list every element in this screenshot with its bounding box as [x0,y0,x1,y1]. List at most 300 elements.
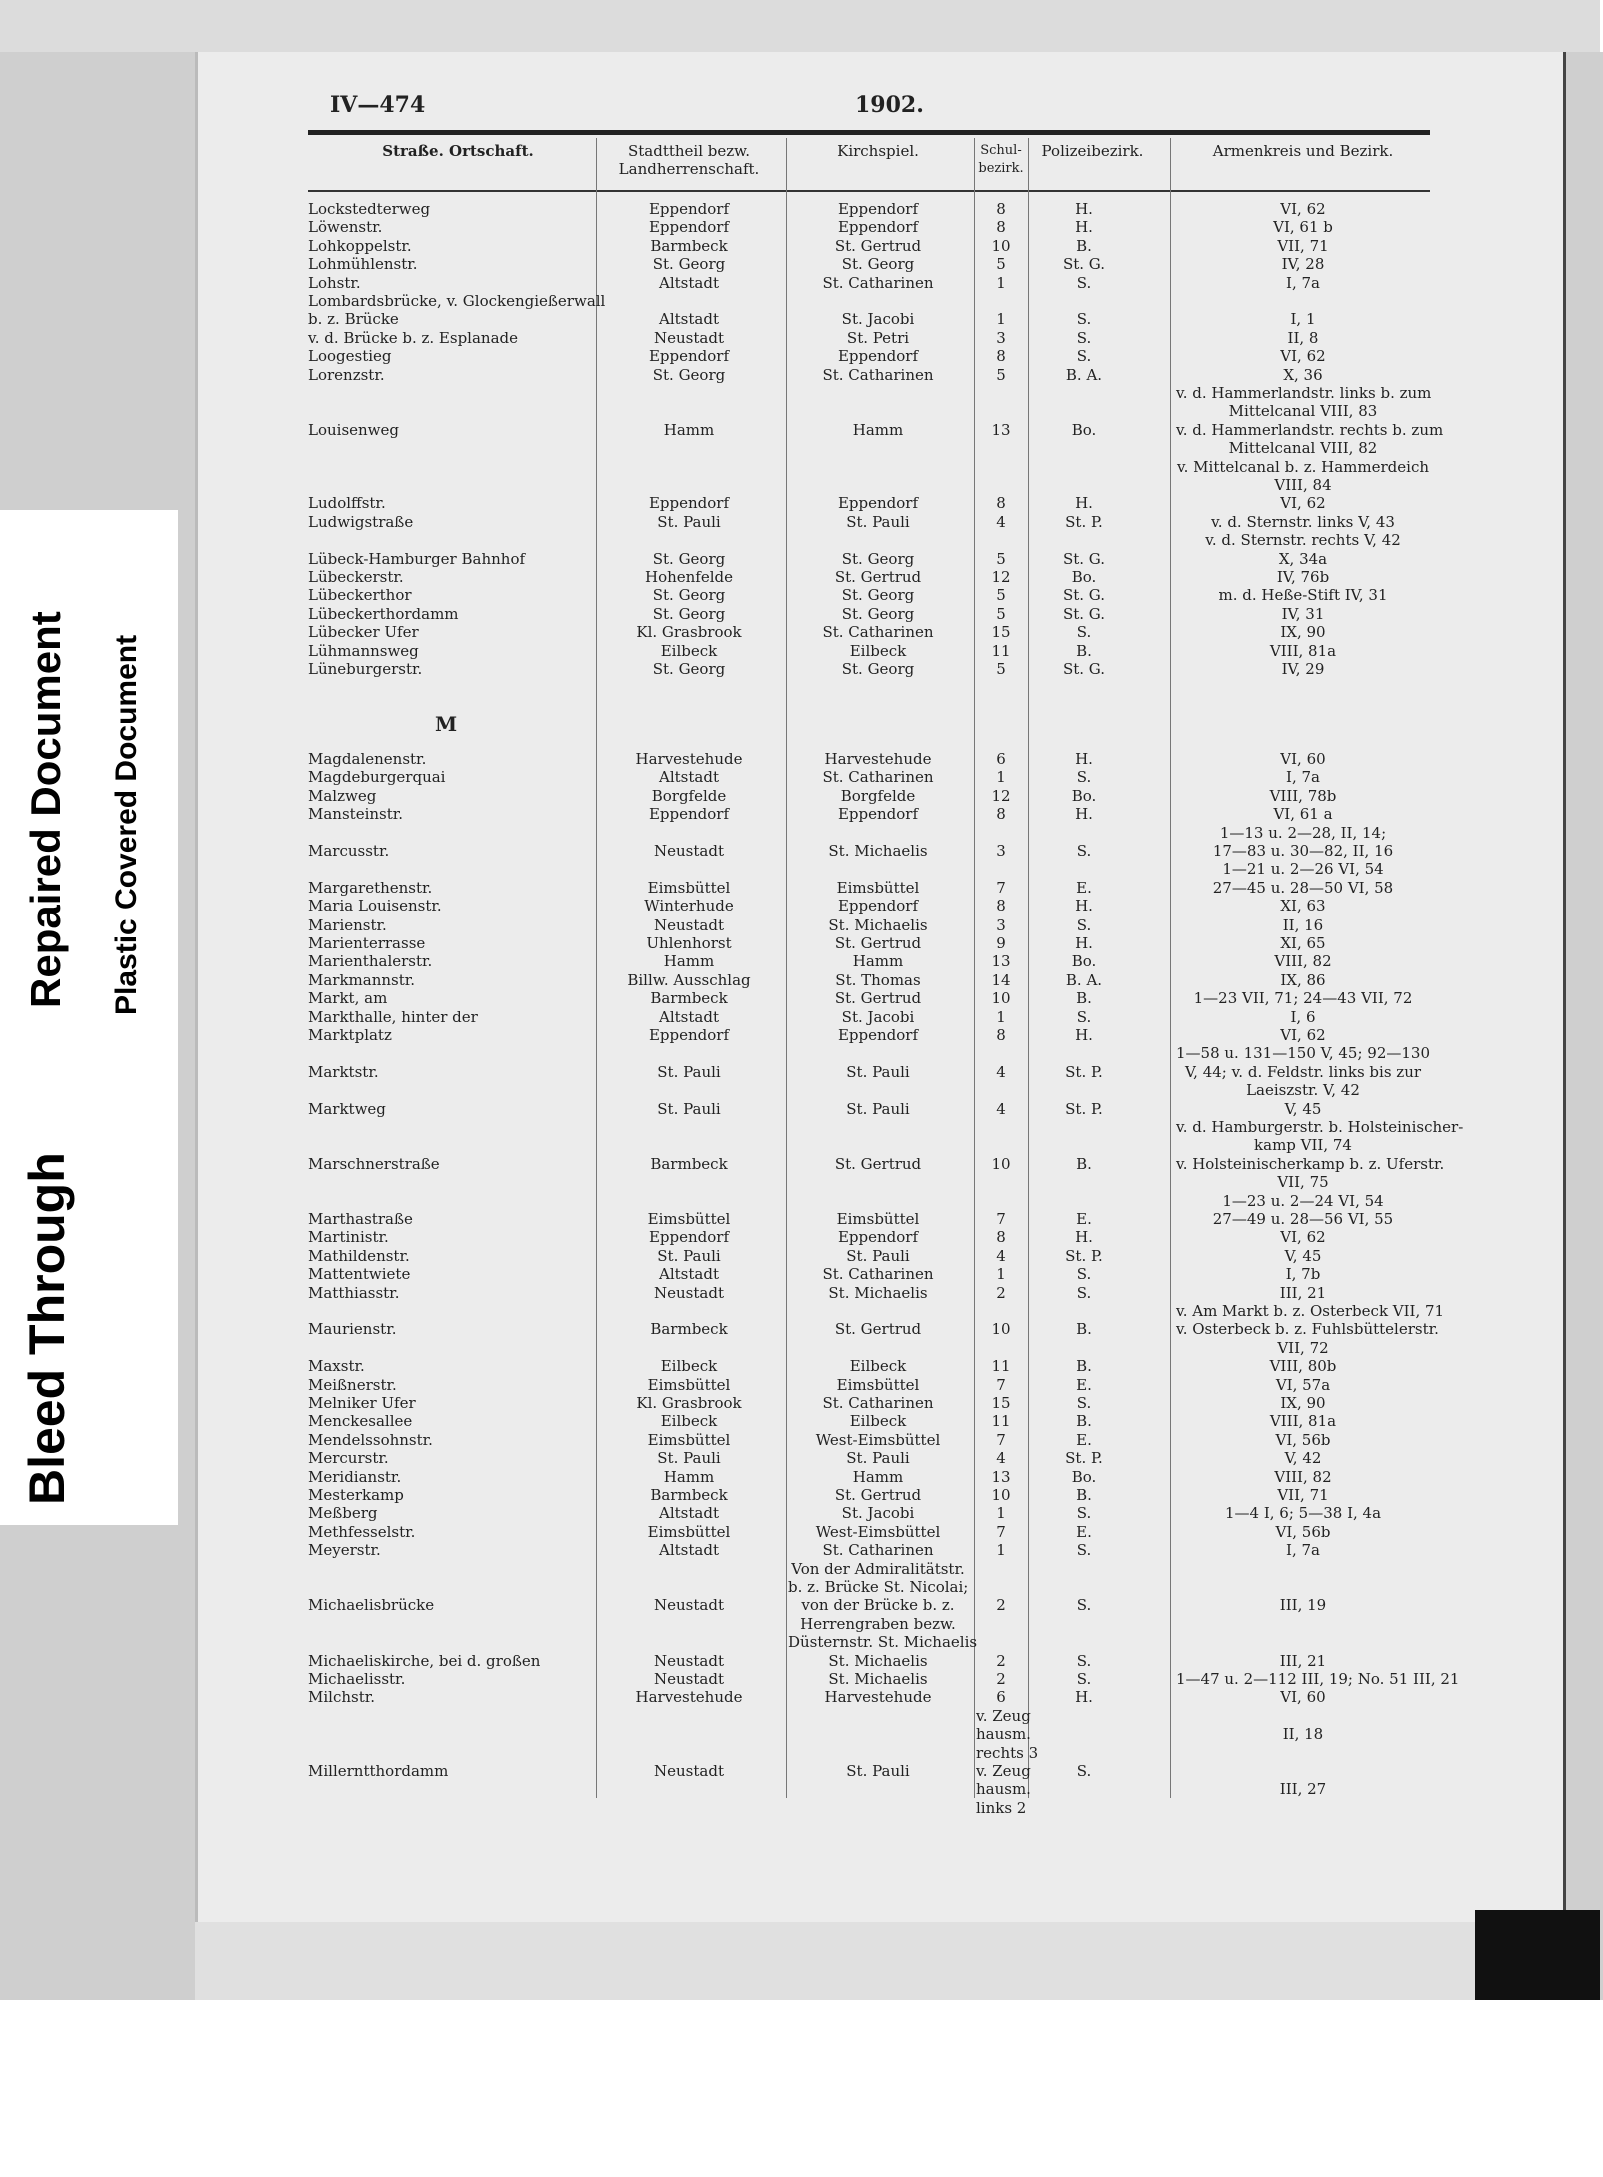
district-cell: Billw. Ausschlag [627,970,751,989]
police-cell: H. [1075,1688,1093,1707]
table-row [308,550,1430,568]
school-cell: hausm. [976,1725,1031,1744]
armen-cell: I, 7a [1286,1541,1320,1560]
district-cell: Barmbeck [650,1154,728,1173]
police-cell: E. [1076,1522,1092,1541]
table-row [308,897,1430,915]
table-row [308,494,1430,512]
school-cell: 15 [991,623,1011,642]
street-cell: Margarethenstr. [308,878,433,897]
school-cell: 8 [996,897,1006,916]
school-cell: 8 [996,1026,1006,1044]
table-row [308,1652,1430,1670]
police-cell: B. [1076,1412,1092,1431]
police-cell: St. G. [1062,255,1106,274]
page-number: IV—474 [330,92,426,118]
col-police: Polizeibezirk. [1041,142,1144,160]
street-cell: Lombardsbrücke, v. Glockengießerwall [308,292,606,310]
section-letter: M [435,712,458,736]
armen-cell: III, 19 [1279,1596,1327,1615]
armen-cell: VIII, 81a [1269,641,1337,660]
table-row [308,366,1430,384]
table-row [308,824,1430,842]
col-armen: Armenkreis und Bezirk. [1212,142,1394,160]
school-cell: v. Zeug [976,1706,1031,1725]
street-cell: Melniker Ufer [308,1394,416,1412]
school-cell: 5 [996,549,1006,568]
table-row [308,1284,1430,1302]
district-cell: St. Georg [652,604,726,623]
school-cell: hausm. [976,1780,1031,1799]
district-cell: Barmbeck [650,989,728,1008]
street-cell: b. z. Brücke [308,310,399,329]
district-cell: St. Pauli [657,1246,721,1265]
table-row [308,1412,1430,1430]
school-cell: links 2 [976,1798,1027,1817]
table-row [308,1100,1430,1118]
police-cell: St. P. [1065,1099,1103,1118]
district-cell: Neustadt [654,1596,724,1615]
armen-cell: I, 1 [1290,310,1316,329]
street-cell: Mattentwiete [308,1265,411,1284]
street-cell: Lübecker Ufer [308,623,419,642]
district-cell: Altstadt [659,1265,719,1284]
parish-cell: St. Thomas [835,970,921,989]
armen-cell: v. d. Hammerlandstr. links b. zum [1176,384,1432,402]
police-cell: H. [1075,897,1093,916]
parish-cell: Eppendorf [837,218,919,237]
table-row [308,750,1430,768]
police-cell: S. [1076,1007,1092,1026]
district-cell: Borgfelde [651,786,727,805]
parish-cell: St. Gertrud [834,1320,922,1339]
armen-cell: IX, 90 [1280,1394,1326,1412]
table-row [308,1486,1430,1504]
armen-cell: I, 6 [1290,1007,1316,1026]
street-cell: Mathildenstr. [308,1246,410,1265]
table-row [308,1688,1430,1706]
table-row [308,1560,1430,1578]
street-cell: Marktstr. [308,1062,379,1081]
street-cell: Meißnerstr. [308,1375,397,1394]
district-cell: Altstadt [659,1007,719,1026]
armen-cell: 17—83 u. 30—82, II, 16 [1212,842,1394,860]
table-row [308,1780,1430,1798]
table-row [308,1044,1430,1062]
street-cell: Lockstedterweg [308,200,431,218]
street-cell: Menckesallee [308,1412,413,1431]
police-cell: S. [1076,915,1092,934]
street-cell: Malzweg [308,786,377,805]
parish-cell: Eppendorf [837,347,919,366]
street-cell: Lüneburgerstr. [308,660,423,678]
table-row [308,1154,1445,1173]
school-cell: 7 [996,1375,1006,1394]
parish-cell: Von der Admiralitätstr. [791,1559,965,1578]
table-row [308,842,1430,860]
school-cell: 1 [996,1265,1006,1284]
police-cell: Bo. [1071,420,1097,439]
table-row [308,1431,1430,1449]
police-cell: B. [1076,641,1092,660]
police-cell: B. A. [1065,365,1103,384]
school-cell: 5 [996,586,1006,605]
street-cell: Michaelisstr. [308,1670,406,1688]
parish-cell: St. Catharinen [822,365,934,384]
dark-corner [1475,1910,1600,2000]
police-cell: B. A. [1065,970,1103,989]
table-row [308,420,1444,439]
school-cell: 10 [991,989,1011,1008]
parish-cell: von der Brücke b. z. [801,1596,955,1615]
armen-cell: 1—23 u. 2—24 VI, 54 [1222,1191,1384,1210]
school-cell: 2 [996,1283,1006,1302]
table-row [308,1596,1430,1614]
school-cell: v. Zeug [976,1762,1031,1780]
police-cell: B. [1076,1320,1092,1339]
police-cell: E. [1076,1430,1092,1449]
parish-cell: St. Michaelis [828,842,928,860]
school-cell: 11 [991,641,1011,660]
parish-cell: St. Michaelis [828,1283,928,1302]
school-cell: 5 [996,604,1006,623]
table-row [308,605,1430,623]
district-cell: Altstadt [659,768,719,787]
district-cell: Kl. Grasbrook [636,1394,742,1412]
armen-cell: III, 21 [1279,1651,1327,1670]
table-row [308,1118,1464,1136]
armen-cell: v. d. Sternstr. links V, 43 [1211,512,1395,531]
table-row [308,1228,1430,1246]
street-cell: Mendelssohnstr. [308,1430,433,1449]
school-cell: 6 [996,1688,1006,1707]
street-cell: Methfesselstr. [308,1522,416,1541]
school-cell: 2 [996,1596,1006,1615]
parish-cell: St. Georg [841,586,915,605]
police-cell: St. P. [1065,1246,1103,1265]
school-cell: 3 [996,328,1006,347]
police-cell: H. [1075,1026,1093,1044]
parish-cell: b. z. Brücke St. Nicolai; [788,1578,969,1596]
school-cell: rechts 3 [976,1743,1039,1762]
parish-cell: Hamm [852,952,904,971]
police-cell: S. [1076,1670,1092,1688]
armen-cell: VIII, 82 [1274,1467,1332,1486]
police-cell: Bo. [1071,952,1097,971]
table-row [308,1210,1430,1228]
table-row [308,1744,1430,1762]
street-cell: Marschnerstraße [308,1154,440,1173]
right-page-edge [1563,52,1603,2000]
parish-cell: Herrengraben bezw. [800,1614,956,1633]
street-cell: Löwenstr. [308,218,383,237]
district-cell: St. Pauli [657,512,721,531]
armen-cell: XI, 63 [1280,897,1326,916]
armen-cell: kamp VII, 74 [1254,1136,1352,1155]
street-cell: Magdeburgerquai [308,768,446,787]
street-cell: Lohstr. [308,273,361,292]
parish-cell: St. Pauli [846,1099,910,1118]
district-cell: Neustadt [654,842,724,860]
school-cell: 6 [996,750,1006,768]
table-row [308,310,1430,328]
table-row [308,1265,1430,1283]
police-cell: St. P. [1065,1062,1103,1081]
parish-cell: Eppendorf [837,1026,919,1044]
district-cell: Eppendorf [648,1228,730,1247]
street-cell: Marktweg [308,1099,386,1118]
table-row [308,1247,1430,1265]
street-cell: Lohmühlenstr. [308,255,418,274]
armen-cell: VI, 62 [1280,1228,1326,1247]
school-cell: 8 [996,1228,1006,1247]
parish-cell: St. Catharinen [822,768,934,787]
plastic-covered-label: Plastic Covered Document [110,634,143,1015]
district-cell: Eppendorf [648,347,730,366]
police-cell: St. G. [1062,549,1106,568]
police-cell: H. [1075,750,1093,768]
armen-cell: VI, 62 [1280,347,1326,366]
school-cell: 9 [996,934,1006,952]
parish-cell: Eilbeck [849,1412,907,1431]
district-cell: Hamm [663,1467,715,1486]
armen-cell: V, 44; v. d. Feldstr. links bis zur [1184,1062,1422,1081]
table-row [308,402,1430,420]
column-headers [308,138,1430,192]
street-cell: Marienstr. [308,915,387,934]
police-cell: S. [1076,1504,1092,1523]
district-cell: Hohenfelde [644,568,733,586]
parish-cell: St. Jacobi [841,1504,915,1523]
table-row [308,1762,1430,1780]
district-cell: Eimsbüttel [647,1210,731,1228]
table-row [308,1136,1430,1154]
school-cell: 8 [996,200,1006,218]
table-row [308,1670,1460,1688]
repaired-document-label: Repaired Document [22,611,69,1008]
district-cell: Neustadt [654,1670,724,1688]
street-cell: Mesterkamp [308,1486,404,1504]
police-cell: H. [1075,1228,1093,1247]
parish-cell: Eppendorf [837,1228,919,1247]
school-cell: 11 [991,1357,1011,1376]
parish-cell: Hamm [852,1467,904,1486]
table-row [308,1192,1430,1210]
police-cell: St. G. [1062,604,1106,623]
police-cell: St. P. [1065,512,1103,531]
street-cell: Loogestieg [308,347,392,366]
parish-cell: St. Catharinen [822,1394,934,1412]
table-row [308,1394,1430,1412]
police-cell: S. [1076,328,1092,347]
armen-cell: II, 16 [1282,915,1324,934]
armen-cell: VI, 60 [1280,750,1326,768]
street-cell: Lübeckerthordamm [308,604,459,623]
armen-cell: VII, 75 [1277,1173,1329,1192]
armen-cell: VI, 62 [1280,494,1326,513]
school-cell: 1 [996,1007,1006,1026]
armen-cell: VI, 56b [1275,1522,1331,1541]
district-cell: Eilbeck [660,1357,718,1376]
street-cell: Matthiasstr. [308,1283,400,1302]
school-cell: 12 [991,786,1011,805]
district-cell: Eppendorf [648,494,730,513]
street-cell: Ludolffstr. [308,494,386,513]
parish-cell: Borgfelde [840,786,916,805]
school-cell: 4 [996,512,1006,531]
armen-cell: IV, 28 [1281,255,1325,274]
street-cell: Mercurstr. [308,1449,389,1468]
table-row [308,952,1430,970]
street-cell: Ludwigstraße [308,512,414,531]
police-cell: Bo. [1071,786,1097,805]
parish-cell: St. Catharinen [822,273,934,292]
district-cell: St. Georg [652,255,726,274]
parish-cell: St. Catharinen [822,1541,934,1560]
armen-cell: v. Holsteinischerkamp b. z. Uferstr. [1176,1154,1445,1173]
armen-cell: VI, 62 [1280,200,1326,218]
armen-cell: VIII, 84 [1274,476,1332,494]
armen-cell: VII, 71 [1277,1486,1329,1504]
street-cell: Marcusstr. [308,842,390,860]
parish-cell: Eimsbüttel [836,1210,920,1228]
table-row [308,531,1430,549]
district-cell: Eimsbüttel [647,1375,731,1394]
parish-cell: Harvestehude [824,1688,932,1707]
district-cell: Uhlenhorst [646,934,732,952]
parish-cell: Düsternstr. St. Michaelis [788,1633,978,1652]
table-row [308,218,1430,236]
district-cell: Eppendorf [648,805,730,824]
parish-cell: Hamm [852,420,904,439]
police-cell: St. G. [1062,586,1106,605]
street-cell: Maurienstr. [308,1320,397,1339]
parish-cell: St. Gertrud [834,989,922,1008]
police-cell: H. [1075,200,1093,218]
table-row [308,989,1430,1007]
col-parish: Kirchspiel. [837,142,919,160]
armen-cell: VI, 61 b [1273,218,1333,237]
police-cell: E. [1076,1375,1092,1394]
armen-cell: II, 18 [1282,1725,1324,1744]
school-cell: 1 [996,1504,1006,1523]
table-row [308,458,1430,476]
street-cell: Millerntthordamm [308,1762,449,1780]
armen-cell: IV, 29 [1281,660,1325,678]
armen-cell: 1—13 u. 2—28, II, 14; [1219,823,1387,842]
police-cell: S. [1076,310,1092,329]
parish-cell: St. Catharinen [822,623,934,642]
school-cell: 1 [996,310,1006,329]
table-row [308,916,1430,934]
district-cell: Neustadt [654,1651,724,1670]
police-cell: Bo. [1071,568,1097,586]
armen-cell: I, 7b [1285,1265,1321,1284]
school-cell: 11 [991,1412,1011,1431]
district-cell: St. Pauli [657,1062,721,1081]
armen-cell: 1—21 u. 2—26 VI, 54 [1222,860,1384,879]
armen-cell: IX, 90 [1280,623,1326,642]
parish-cell: St. Catharinen [822,1265,934,1284]
police-cell: St. P. [1065,1449,1103,1468]
school-cell: 8 [996,805,1006,824]
table-row [308,1376,1430,1394]
district-cell: Winterhude [644,897,734,916]
table-row [308,329,1430,347]
district-cell: Neustadt [654,1283,724,1302]
parish-cell: St. Pauli [846,1449,910,1468]
parish-cell: St. Georg [841,255,915,274]
street-cell: Markt, am [308,989,388,1008]
table-row [308,1707,1430,1725]
table-row [308,1063,1430,1081]
police-cell: H. [1075,805,1093,824]
police-cell: S. [1076,1283,1092,1302]
parish-cell: Eimsbüttel [836,1375,920,1394]
district-cell: Eimsbüttel [647,1430,731,1449]
school-cell: 10 [991,1486,1011,1504]
district-cell: Kl. Grasbrook [636,623,742,642]
table-row [308,586,1430,604]
bleed-through-label: Bleed Through [19,1152,75,1505]
col-district: Stadttheil bezw. Landherrenschaft. [618,142,760,178]
armen-cell: v. Am Markt b. z. Osterbeck VII, 71 [1176,1302,1445,1320]
district-cell: Harvestehude [635,750,743,768]
police-cell: S. [1076,1596,1092,1615]
street-cell: Maxstr. [308,1357,365,1376]
police-cell: S. [1076,623,1092,642]
school-cell: 1 [996,1541,1006,1560]
armen-cell: VIII, 78b [1269,786,1337,805]
street-cell: Martinistr. [308,1228,389,1247]
table-row [308,1541,1430,1559]
parish-cell: St. Gertrud [834,236,922,255]
armen-cell: X, 36 [1283,365,1323,384]
school-cell: 7 [996,1210,1006,1228]
parish-cell: St. Pauli [846,1246,910,1265]
parish-cell: St. Georg [841,549,915,568]
table-row [308,1449,1430,1467]
street-cell: Lorenzstr. [308,365,385,384]
street-cell: Meyerstr. [308,1541,381,1560]
district-cell: Eilbeck [660,641,718,660]
school-cell: 1 [996,768,1006,787]
district-cell: Barmbeck [650,1486,728,1504]
police-cell: H. [1075,494,1093,513]
police-cell: E. [1076,878,1092,897]
table-row [308,879,1430,897]
table-row [308,255,1430,273]
district-cell: St. Georg [652,549,726,568]
street-cell: Marktplatz [308,1026,392,1044]
armen-cell: 1—4 I, 6; 5—38 I, 4a [1224,1504,1382,1523]
street-cell: Mansteinstr. [308,805,404,824]
armen-cell: I, 7a [1286,273,1320,292]
armen-cell: IX, 86 [1280,970,1326,989]
police-cell: S. [1076,1394,1092,1412]
table-row [308,439,1430,457]
school-cell: 7 [996,1522,1006,1541]
street-cell: Michaelisbrücke [308,1596,435,1615]
table-row [308,1008,1430,1026]
table-row [308,1357,1430,1375]
table-row [308,384,1430,402]
armen-cell: 1—23 VII, 71; 24—43 VII, 72 [1193,989,1413,1008]
police-cell: H. [1075,934,1093,952]
armen-cell: Laeiszstr. V, 42 [1246,1081,1360,1100]
armen-cell: IV, 31 [1281,604,1325,623]
table-row [308,568,1430,586]
